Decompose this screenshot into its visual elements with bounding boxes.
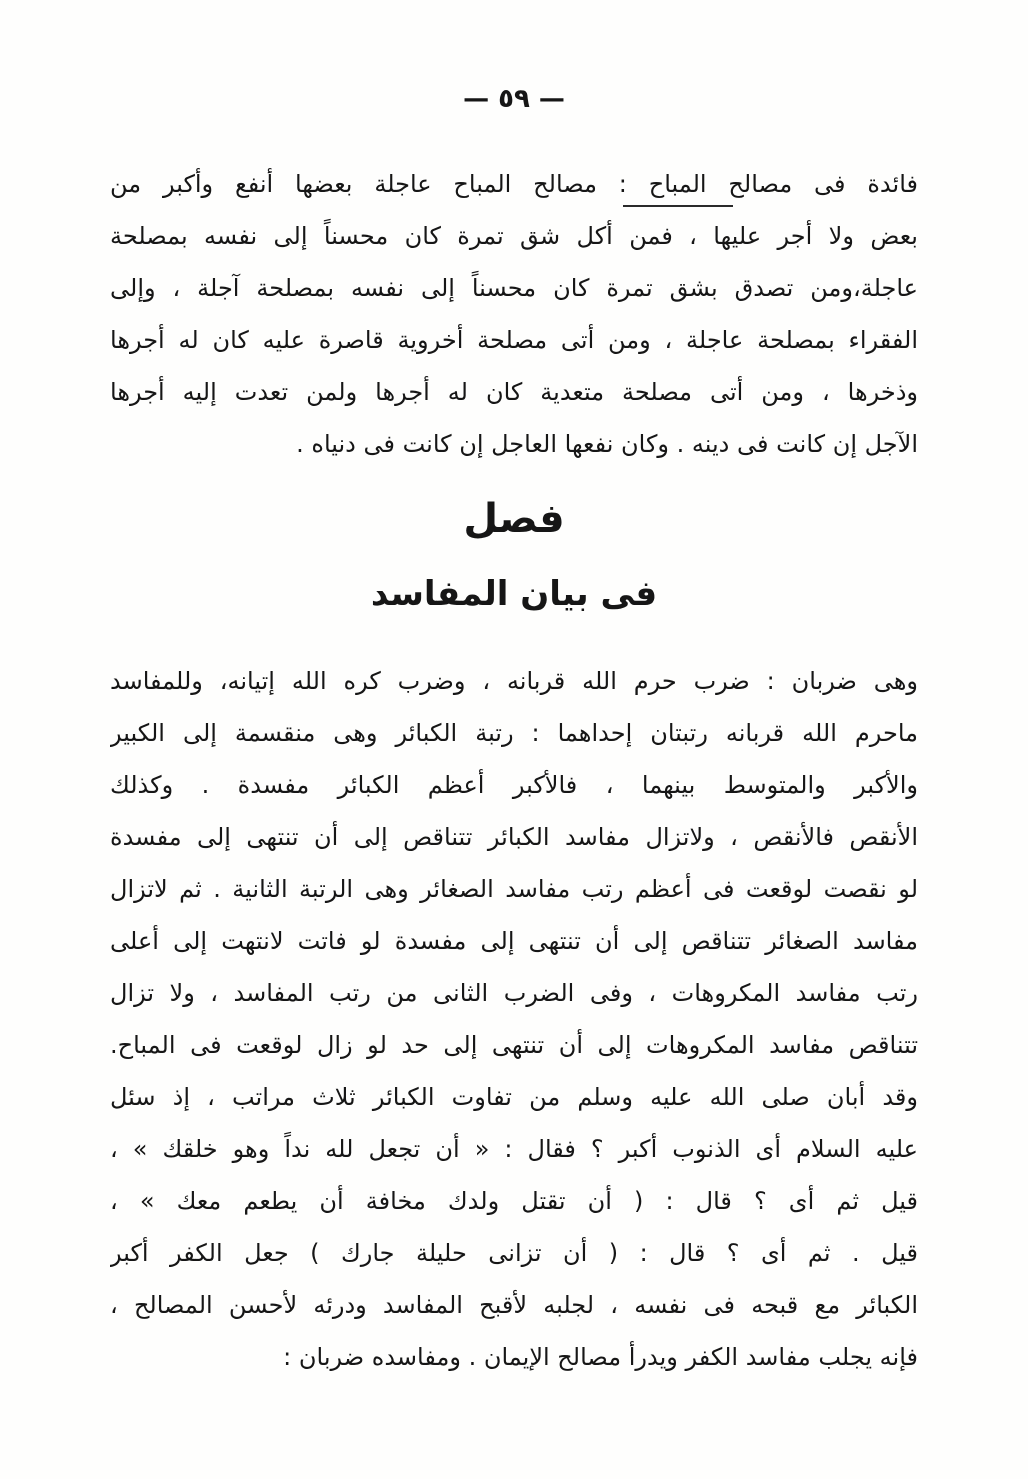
text-line: وقد أبان صلى الله عليه وسلم من تفاوت الكبائر ثلاث مراتب ، إذ سئل (110, 1083, 918, 1111)
text-line: مفاسد الصغائر تتناقص إلى أن تنتهى إلى مفسدة لو فاتت لانتهت إلى أعلى (110, 927, 918, 955)
paragraph-major-sins (110, 1071, 918, 1383)
text-line: قيل . ثم أى ؟ قال : ( أن تزانى حليلة جارك ) جعل الكفر أكبر (110, 1239, 918, 1267)
paragraph-harms (110, 655, 918, 1071)
text-line: قيل ثم أى ؟ قال : ( أن تقتل ولدك مخافة أن يطعم معك » ، (110, 1187, 918, 1215)
text-line: وهى ضربان : ضرب حرم الله قربانه ، وضرب كره الله إتيانه، وللمفاسد (110, 667, 918, 695)
text-line: ماحرم الله قربانه رتبتان إحداهما : رتبة الكبائر وهى منقسمة إلى الكبير (110, 719, 918, 747)
text-line: عليه السلام أى الذنوب أكبر ؟ فقال : « أن تجعل لله نداً وهو خلقك » ، (110, 1135, 918, 1163)
text-line: الآجل إن كانت فى دينه . وكان نفعها العاجل إن كانت فى دنياه . (296, 430, 918, 458)
text-line: رتب مفاسد المكروهات ، وفى الضرب الثانى من رتب المفاسد ، ولا تزال (110, 979, 918, 1007)
paragraph-benefit (110, 158, 918, 470)
section-subheading: فى بيان المفاسد (370, 574, 658, 614)
text-line: الأنقص فالأنقص ، ولاتزال مفاسد الكبائر تتناقص إلى أن تنتهى إلى مفسدة (110, 823, 918, 851)
text-line: فائدة فى مصالح المباح : مصالح المباح عاجلة بعضها أنفع وأكبر من (110, 170, 918, 198)
text-line: فإنه يجلب مفاسد الكفر ويدرأ مصالح الإيمان . ومفاسده ضربان : (283, 1343, 918, 1371)
text-line: تتناقص مفاسد المكروهات إلى أن تنتهى إلى حد لو زال لوقعت فى المباح. (110, 1031, 918, 1059)
text-line: عاجلة،ومن تصدق بشق تمرة كان محسناً إلى نفسه بمصلحة آجلة ، وإلى (110, 274, 918, 302)
text-line: الفقراء بمصلحة عاجلة ، ومن أتى مصلحة أخروية قاصرة عليه كان له أجرها (110, 326, 918, 354)
text-line: لو نقصت لوقعت فى أعظم رتب مفاسد الصغائر وهى الرتبة الثانية . ثم لاتزال (110, 875, 918, 903)
text-line: بعض ولا أجر عليها ، فمن أكل شق تمرة كان محسناً إلى نفسه بمصلحة (110, 222, 918, 250)
section-heading: فصل (463, 496, 565, 542)
text-line: والأكبر والمتوسط بينهما ، فالأكبر أعظم الكبائر مفسدة . وكذلك (110, 771, 918, 799)
text-line: وذخرها ، ومن أتى مصلحة متعدية كان له أجرها ولمن تعدت إليه أجرها (110, 378, 918, 406)
text-line: الكبائر مع قبحه فى نفسه ، لجلبه لأقبح المفاسد ودرئه لأحسن المصالح ، (110, 1291, 918, 1319)
page-number: — ٥٩ — (463, 84, 565, 114)
